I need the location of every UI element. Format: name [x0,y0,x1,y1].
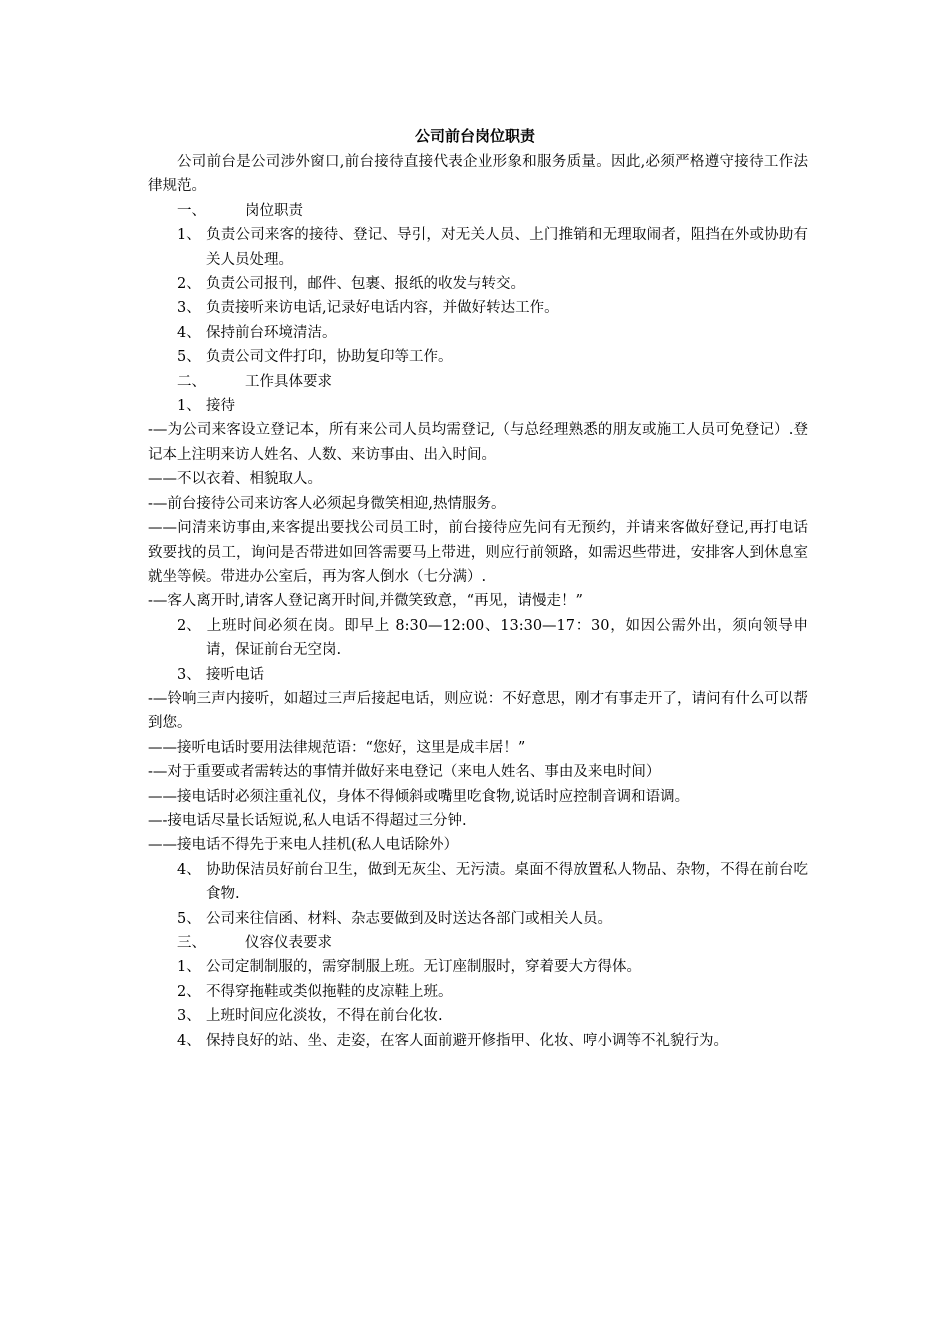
item-text: 公司定制制服的，需穿制服上班。无订座制服时，穿着要大方得体。 [206,959,641,976]
list-item [148,272,808,296]
item-text: 不得穿拖鞋或类似拖鞋的皮凉鞋上班。 [206,983,453,1000]
item-text: 保持前台环境清洁。 [206,324,337,341]
item-number: 2、 [177,276,201,293]
dash-line: ——接电话时必须注重礼仪，身体不得倾斜或嘴里吃食物,说话时应控制音调和语调。 [148,788,690,805]
item-number: 5、 [177,910,201,927]
section-number: 一、 [177,202,206,219]
list-item [148,296,808,320]
section-label: 岗位职责 [245,202,303,219]
item-number: 3、 [177,300,201,317]
list-item [148,1004,808,1028]
subsection-heading-reception [148,394,808,418]
item-text: 上班时间应化淡妆，不得在前台化妆. [206,1008,443,1025]
item-text: 上班时间必须在岗。即早上 8:30—12:00、13:30—17：30，如因公需外出，须向领导申请，保证前台无空岗. [206,617,808,659]
dash-line: -—前台接待公司来访客人必须起身微笑相迎,热情服务。 [148,495,506,512]
list-item [148,907,808,931]
item-number: 2、 [177,617,201,634]
subsection-heading-phone [148,663,808,687]
list-item [148,345,808,369]
list-item [148,614,808,663]
item-number: 3、 [177,1008,201,1025]
item-number: 4、 [177,1032,201,1049]
dash-line: -—客人离开时,请客人登记离开时间,并微笑致意，“再见，请慢走！” [148,593,583,610]
dash-line: ——接电话不得先于来电人挂机(私人电话除外） [148,837,459,854]
item-number: 2、 [177,983,201,1000]
item-number: 1、 [177,398,201,415]
section-heading-requirements [148,370,808,394]
section-label: 工作具体要求 [245,373,332,390]
item-text: 协助保洁员好前台卫生，做到无灰尘、无污渍。桌面不得放置私人物品、杂物，不得在前台吃食物. [206,861,808,903]
list-item [148,955,808,979]
dash-line: -—对于重要或者需转达的事情并做好来电登记（来电人姓名、事由及来电时间） [148,764,661,781]
list-item [148,980,808,1004]
section-number: 二、 [177,373,206,390]
item-text: 接听电话 [206,666,264,683]
section-label: 仪容仪表要求 [245,935,332,951]
dash-line: ——不以衣着、相貌取人。 [148,471,322,488]
item-number: 4、 [177,324,201,341]
item-text: 保持良好的站、坐、走姿，在客人面前避开修指甲、化妆、哼小调等不礼貌行为。 [206,1032,728,1049]
intro-paragraph: 公司前台是公司涉外窗口,前台接待直接代表企业形象和服务质量。因此,必须严格遵守接待工作法律规范。 [148,154,808,195]
list-item [148,858,808,907]
dash-line: —-接电话尽量长话短说,私人电话不得超过三分钟. [148,812,467,829]
item-text: 负责公司来客的接待、登记、导引，对无关人员、上门推销和无理取闹者，阻挡在外或协助有关人员处理。 [206,227,808,268]
section-heading-appearance [148,931,808,955]
document-title: 公司前台岗位职责 [414,127,535,145]
document-body [148,150,808,1053]
item-number: 1、 [177,227,201,244]
item-text: 接待 [206,398,235,415]
item-number: 5、 [177,349,201,366]
dash-line: ——问清来访事由,来客提出要找公司员工时，前台接待应先问有无预约，并请来客做好登记,再打电话致要找的员工，询问是否带进如回答需要马上带进，则应行前领路，如需迟些带进，安排客人到休息室就坐等候。带进办公室后，再为客人倒水（七分满）. [148,520,808,585]
item-text: 负责接听来访电话,记录好电话内容，并做好转达工作。 [206,300,559,317]
item-text: 公司来往信函、材料、杂志要做到及时送达各部门或相关人员。 [206,910,612,927]
item-number: 4、 [177,861,201,878]
dash-line: -—为公司来客设立登记本，所有来公司人员均需登记,（与总经理熟悉的朋友或施工人员可免登记）.登记本上注明来访人姓名、人数、来访事由、出入时间。 [148,422,808,463]
item-number: 1、 [177,959,201,976]
list-item [148,1029,808,1053]
list-item [148,223,808,272]
item-text: 负责公司报刊，邮件、包裹、报纸的收发与转交。 [206,276,525,293]
section-heading-duties [148,199,808,223]
list-item [148,321,808,345]
item-text: 负责公司文件打印，协助复印等工作。 [206,349,453,366]
item-number: 3、 [177,666,201,683]
dash-line: ——接听电话时要用法律规范语：“您好，这里是成丰居！” [148,739,526,756]
section-number: 三、 [177,935,206,951]
dash-line: -—铃响三声内接听，如超过三声后接起电话，则应说：不好意思，刚才有事走开了，请问有什么可以帮到您。 [148,690,808,732]
